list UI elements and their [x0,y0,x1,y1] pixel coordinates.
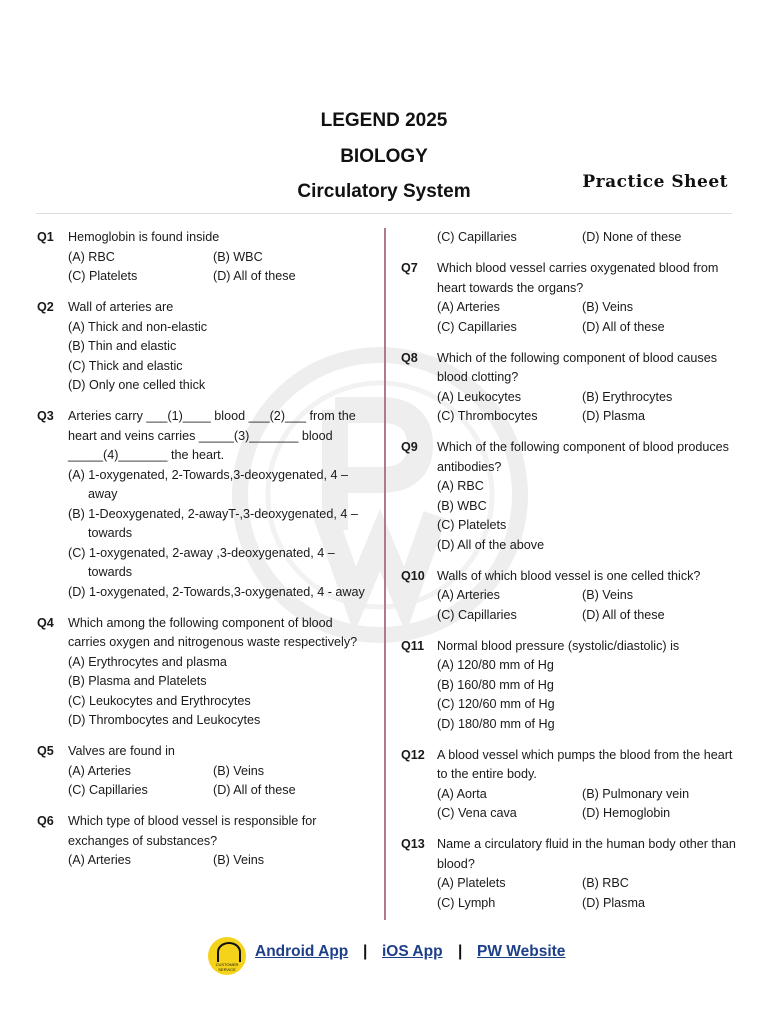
answer-option: (D) Thrombocytes and Leukocytes [68,713,261,727]
question-text: A blood vessel which pumps the blood from the heart to the entire body. [437,747,733,781]
question-number: Q10 [401,568,425,583]
answer-option: (A) 1-oxygenated, 2-Towards,3-deoxygenated, 4 –away [68,467,349,501]
question-body [437,637,737,735]
header-divider [36,213,732,214]
question-text: Which of the following component of blood causes blood clotting? [437,350,718,384]
answer-options [68,466,367,603]
answer-option: (C) Capillaries [437,607,517,622]
question-q4 [37,614,367,731]
question-number: Q5 [37,744,54,758]
answer-option: (A) RBC [68,249,115,264]
question-body [68,742,367,801]
question-body [437,746,737,824]
left-question-column [37,228,367,882]
question-q6 [37,812,367,871]
footer-separator: | [458,943,463,960]
question-body [437,835,737,913]
answer-option: (A) Platelets [437,876,506,890]
question-text: Walls of which blood vessel is one celled thick? [437,568,701,583]
question-q3 [37,407,367,602]
answer-option: (C) Vena cava [437,806,517,820]
answer-option: (C) Thick and elastic [68,358,183,373]
answer-option: (C) Capillaries [437,319,517,334]
question-continuation [401,228,737,248]
answer-option: (D) All of these [213,783,296,797]
question-q12 [401,746,737,824]
question-body [68,407,367,602]
question-number: Q7 [401,261,418,275]
answer-option: (A) RBC [437,479,484,493]
question-text: Wall of arteries are [68,300,174,314]
question-body [437,228,737,248]
answer-options [437,656,737,734]
answer-option: (B) Thin and elastic [68,339,177,353]
answer-option: (D) Only one celled thick [68,378,206,392]
answer-option: (B) RBC [582,876,629,890]
question-q8 [401,349,737,427]
answer-option: (C) Leukocytes and Erythrocytes [68,693,251,708]
question-number: Q3 [37,409,54,423]
answer-options [68,653,367,731]
question-number: Q4 [37,615,54,630]
footer-links [0,935,768,975]
answer-option: (B) WBC [437,498,487,513]
question-q5 [37,742,367,801]
answer-options [437,874,737,913]
answer-option: (D) 1-oxygenated, 2-Towards,3-oxygenated, 4 - away [68,584,365,599]
answer-option: (A) Arteries [437,300,500,314]
ios-app-link[interactable]: iOS App [382,943,443,960]
right-question-column [401,228,737,925]
question-text: Which of the following component of blood produces antibodies? [437,440,729,474]
answer-options [437,477,737,555]
answer-option: (C) Capillaries [68,783,148,797]
column-divider [384,228,386,920]
series-title: LEGEND 2025 [320,110,448,131]
answer-option: (B) Veins [213,763,265,778]
answer-option: (B) 1-Deoxygenated, 2-awayT-,3-deoxygenated, 4 –towards [68,506,358,540]
question-number: Q1 [37,230,54,244]
answer-option: (C) Capillaries [437,230,517,244]
subject-title: BIOLOGY [340,146,428,167]
question-text: Hemoglobin is found inside [68,230,220,244]
document-header [0,0,768,215]
chapter-title: Circulatory System [297,181,471,202]
question-text: Which type of blood vessel is responsible for exchanges of substances? [68,814,317,848]
question-text: Normal blood pressure (systolic/diastolic) is [437,638,680,653]
question-q13 [401,835,737,913]
question-q2 [37,298,367,396]
question-q1 [37,228,367,287]
answer-option: (C) 120/60 mm of Hg [437,697,555,711]
answer-options [437,785,737,824]
practice-sheet-label: Practice Sheet [582,172,728,192]
question-body [437,349,737,427]
answer-options [68,851,367,871]
answer-option: (A) Arteries [68,763,131,778]
answer-option: (B) Veins [582,300,634,314]
answer-option: (A) Arteries [437,588,500,602]
answer-option: (A) Thick and non-elastic [68,319,208,334]
answer-option: (A) Arteries [68,853,131,867]
answer-options [437,388,737,427]
headset-icon [217,942,241,962]
android-app-link[interactable]: Android App [255,943,349,960]
answer-option: (C) Platelets [437,518,507,532]
answer-options [437,298,737,337]
question-number: Q6 [37,814,54,828]
answer-option: (B) 160/80 mm of Hg [437,677,554,692]
answer-option: (D) All of the above [437,537,545,552]
question-q9 [401,438,737,555]
answer-option: (B) Veins [213,853,265,867]
question-body [68,812,367,871]
question-body [437,567,737,626]
answer-options [68,318,367,396]
answer-option: (D) All of these [213,269,296,283]
question-number: Q8 [401,350,418,365]
answer-options [437,228,737,248]
answer-options [68,762,367,801]
question-body [437,438,737,555]
answer-option: (A) Leukocytes [437,389,521,404]
answer-option: (D) 180/80 mm of Hg [437,716,555,731]
question-q11 [401,637,737,735]
question-q10 [401,567,737,626]
answer-option: (D) Plasma [582,409,645,423]
answer-option: (D) All of these [582,607,665,622]
answer-option: (B) Plasma and Platelets [68,674,207,688]
question-number: Q12 [401,747,425,762]
answer-option: (A) 120/80 mm of Hg [437,658,554,672]
pw-website-link[interactable]: PW Website [477,943,566,960]
answer-option: (D) None of these [582,230,682,244]
answer-option: (D) Hemoglobin [582,806,671,820]
badge-label: CUSTOMER SERVICE [215,962,239,972]
question-text: Name a circulatory fluid in the human body other than blood? [437,837,736,871]
answer-option: (B) Veins [582,588,634,602]
answer-option: (C) Thrombocytes [437,409,538,423]
question-body [68,614,367,731]
question-body [68,298,367,396]
question-number: Q2 [37,300,54,314]
answer-option: (B) WBC [213,249,263,264]
answer-option: (A) Aorta [437,786,487,801]
question-body [437,259,737,337]
answer-option: (C) 1-oxygenated, 2-away ,3-deoxygenated, 4 – towards [68,545,335,579]
question-number: Q9 [401,440,418,454]
answer-option: (B) Erythrocytes [582,389,673,404]
answer-option: (C) Lymph [437,895,496,910]
question-number: Q13 [401,837,425,851]
answer-option: (A) Erythrocytes and plasma [68,654,227,669]
question-body [68,228,367,287]
question-text: Valves are found in [68,744,175,758]
answer-options [68,248,367,287]
answer-option: (D) All of these [582,319,665,334]
answer-options [437,586,737,625]
question-text: Which blood vessel carries oxygenated blood from heart towards the organs? [437,261,719,295]
footer-separator: | [363,943,368,960]
question-number: Q11 [401,638,425,653]
answer-option: (C) Platelets [68,269,138,283]
answer-option: (D) Plasma [582,895,645,910]
question-q7 [401,259,737,337]
question-text: Which among the following component of blood carries oxygen and nitrogenous waste respectively? [68,615,358,649]
customer-service-icon[interactable] [208,937,246,975]
question-text: Arteries carry ___(1)____ blood ___(2)___ from the heart and veins carries _____(3)_______ blood _____(4)_______ the heart. [68,409,356,462]
answer-option: (B) Pulmonary vein [582,786,690,801]
